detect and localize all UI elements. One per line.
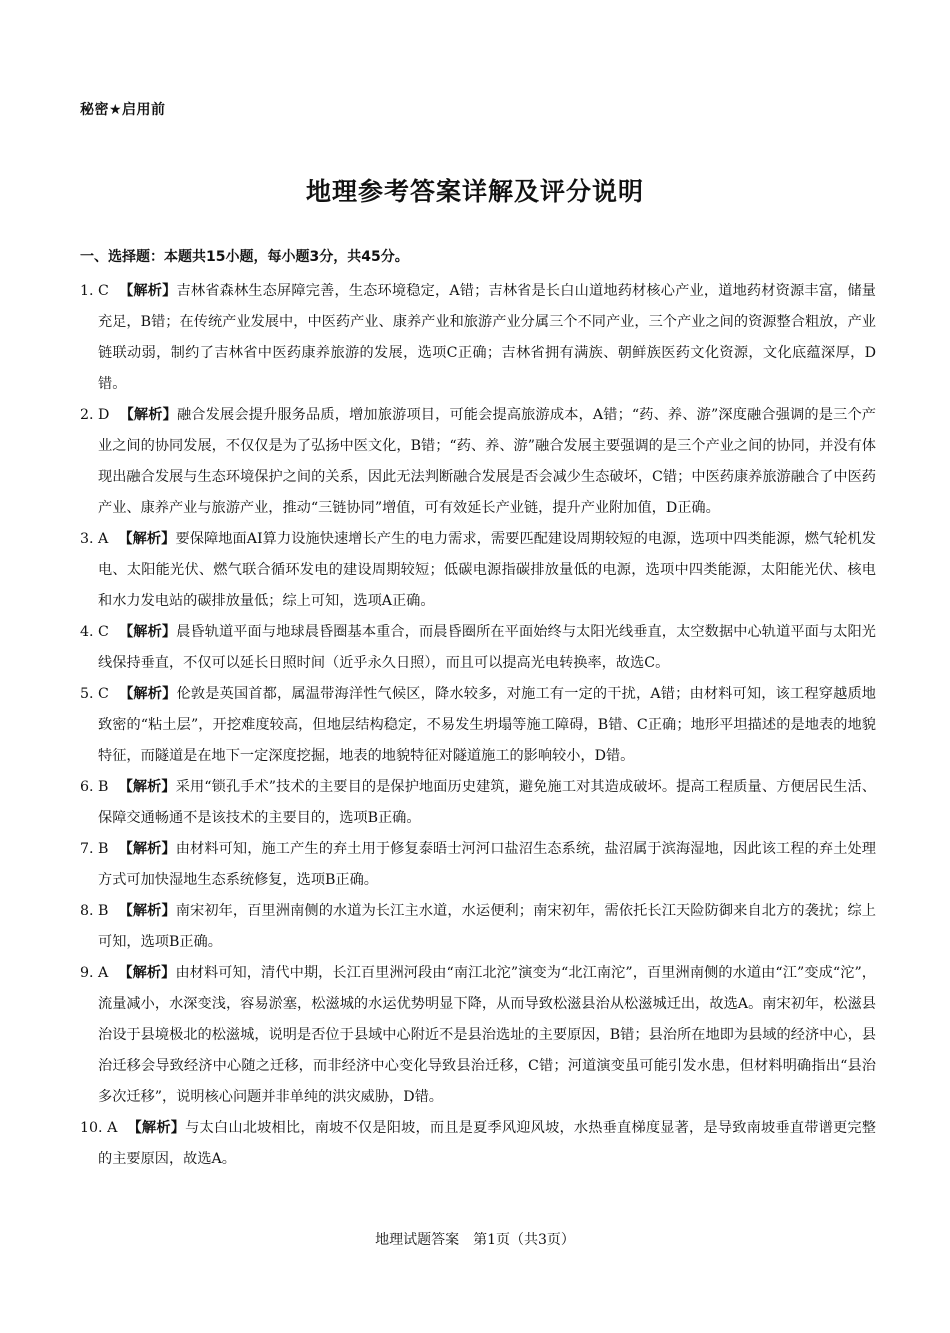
analysis-tag: 【解析】 (118, 686, 177, 702)
answer-text: 采用“锁孔手术”技术的主要目的是保护地面历史建筑，避免施工对其造成破坏。提高工程质量、方便居民生活、保障交通畅通不是该技术的主要目的，选项B正确。 (98, 779, 876, 826)
answer-item-1 (80, 276, 876, 400)
analysis-tag: 【解析】 (119, 407, 177, 423)
answer-item-4 (80, 617, 876, 679)
answer-number: 4. C (80, 624, 109, 640)
answer-text: 晨昏轨道平面与地球晨昏圈基本重合，而晨昏圈所在平面始终与太阳光线垂直，太空数据中心轨道平面与太阳光线保持垂直，不仅可以延长日照时间（近乎永久日照），而且可以提高光电转换率，故选C。 (98, 624, 876, 671)
answer-text: 伦敦是英国首都，属温带海洋性气候区，降水较多，对施工有一定的干扰，A错；由材料可知，该工程穿越质地致密的“粘土层”，开挖难度较高，但地层结构稳定，不易发生坍塌等施工障碍，B错、C正确；地形平坦描述的是地表的地貌特征，而隧道是在地下一定深度挖掘，地表的地貌特征对隧道施工的影响较小，D错。 (98, 686, 876, 764)
page-footer: 地理试题答案 第1页（共3页） (375, 1232, 575, 1248)
answer-number: 10. A (80, 1120, 118, 1136)
analysis-tag: 【解析】 (118, 624, 177, 640)
answer-number: 8. B (80, 903, 109, 919)
answer-item-10 (80, 1113, 876, 1175)
answer-item-5 (80, 679, 876, 772)
analysis-tag: 【解析】 (118, 283, 177, 299)
answer-number: 1. C (80, 283, 109, 299)
answer-text: 吉林省森林生态屏障完善，生态环境稳定，A错；吉林省是长白山道地药材核心产业，道地药材资源丰富，储量充足，B错；在传统产业发展中，中医药产业、康养产业和旅游产业分属三个不同产业，三个产业之间的资源整合粗放，产业链联动弱，制约了吉林省中医药康养旅游的发展，选项C正确；吉林省拥有满族、朝鲜族医药文化资源，文化底蕴深厚，D错。 (98, 283, 876, 392)
answer-item-3 (80, 524, 876, 617)
confidential-label: 秘密★启用前 (80, 102, 166, 118)
answer-list (80, 276, 876, 1175)
analysis-tag: 【解析】 (118, 903, 176, 919)
page-title: 地理参考答案详解及评分说明 (305, 177, 644, 206)
answer-number: 6. B (80, 779, 109, 795)
answer-item-7 (80, 834, 876, 896)
answer-text: 南宋初年，百里洲南侧的水道为长江主水道，水运便利；南宋初年，需依托长江天险防御来自北方的袭扰；综上可知，选项B正确。 (98, 903, 876, 950)
analysis-tag: 【解析】 (118, 531, 176, 547)
analysis-tag: 【解析】 (118, 779, 176, 795)
answer-text: 与太白山北坡相比，南坡不仅是阳坡，而且是夏季风迎风坡，水热垂直梯度显著，是导致南坡垂直带谱更完整的主要原因，故选A。 (98, 1120, 876, 1167)
analysis-tag: 【解析】 (118, 841, 176, 857)
answer-text: 由材料可知，施工产生的弃土用于修复泰晤士河河口盐沼生态系统，盐沼属于滨海湿地，因此该工程的弃土处理方式可加快湿地生态系统修复，选项B正确。 (98, 841, 876, 888)
answer-item-8 (80, 896, 876, 958)
answer-number: 2. D (80, 407, 110, 423)
answer-number: 5. C (80, 686, 109, 702)
answer-text: 要保障地面AI算力设施快速增长产生的电力需求，需要匹配建设周期较短的电源，选项中四类能源，燃气轮机发电、太阳能光伏、燃气联合循环发电的建设周期较短；低碳电源指碳排放量低的电源，选项中四类能源，太阳能光伏、核电和水力发电站的碳排放量低；综上可知，选项A正确。 (98, 531, 876, 609)
answer-item-9 (80, 958, 876, 1113)
section-heading: 一、选择题：本题共15小题，每小题3分，共45分。 (80, 249, 409, 265)
answer-number: 7. B (80, 841, 109, 857)
answer-number: 3. A (80, 531, 109, 547)
analysis-tag: 【解析】 (127, 1120, 186, 1136)
analysis-tag: 【解析】 (118, 965, 176, 981)
answer-item-2 (80, 400, 876, 524)
answer-text: 融合发展会提升服务品质，增加旅游项目，可能会提高旅游成本，A错；“药、养、游”深度融合强调的是三个产业之间的协同发展，不仅仅是为了弘扬中医文化，B错；“药、养、游”融合发展主要强调的是三个产业之间的协同，并没有体现出融合发展与生态环境保护之间的关系，因此无法判断融合发展是否会减少生态破坏，C错；中医药康养旅游融合了中医药产业、康养产业与旅游产业，推动“三链协同”增值，可有效延长产业链，提升产业附加值，D正确。 (98, 407, 876, 516)
answer-text: 由材料可知，清代中期，长江百里洲河段由“南江北沱”演变为“北江南沱”，百里洲南侧的水道由“江”变成“沱”，流量减小，水深变浅，容易淤塞，松滋城的水运优势明显下降，从而导致松滋县治从松滋城迁出，故选A。南宋初年，松滋县治设于县境极北的松滋城，说明是否位于县域中心附近不是县治选址的主要原因，B错；县治所在地即为县域的经济中心，县治迁移会导致经济中心随之迁移，而非经济中心变化导致县治迁移，C错；河道演变虽可能引发水患，但材料明确指出“县治多次迁移”，说明核心问题并非单纯的洪灾威胁，D错。 (98, 965, 876, 1105)
answer-number: 9. A (80, 965, 109, 981)
answer-item-6 (80, 772, 876, 834)
